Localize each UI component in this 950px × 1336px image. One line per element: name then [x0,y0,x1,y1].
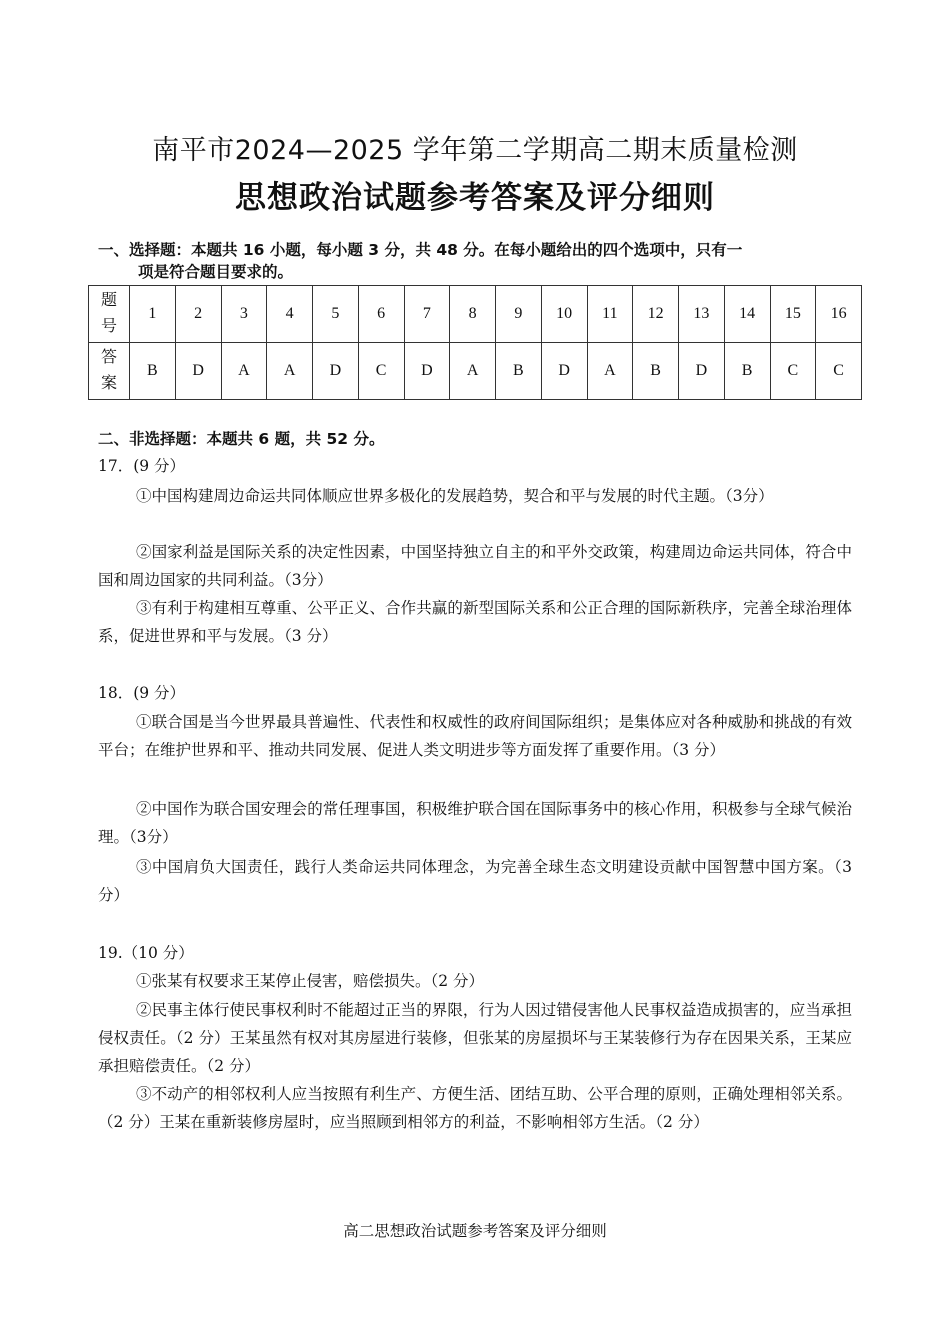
question-number-cell: 3 [221,286,267,343]
question-number-header [89,286,130,343]
question-number-header-text: 题号 [100,292,117,335]
question-number-cell: 2 [175,286,221,343]
answer-cell: D [679,343,725,400]
question-number-cell: 12 [633,286,679,343]
answer-row [89,343,862,400]
q17-point-3: ③有利于构建相互尊重、公平正义、合作共赢的新型国际关系和公正合理的国际新秩序，完善全球治理体系，促进世界和平与发展。（3 分） [98,599,852,645]
question-number-cell: 9 [496,286,542,343]
question-number-cell: 11 [587,286,633,343]
q18-point-1: ①联合国是当今世界最具普遍性、代表性和权威性的政府间国际组织；是集体应对各种威胁和挑战的有效平台；在维护世界和平、推动共同发展、促进人类文明进步等方面发挥了重要作用。（3 分） [98,713,852,759]
q18-label: 18．(9 分） [98,684,186,702]
answer-cell: B [130,343,176,400]
answer-cell: B [633,343,679,400]
question-number-row [89,286,862,343]
question-number-cell: 7 [404,286,450,343]
answer-cell: D [175,343,221,400]
answer-header-text: 答案 [100,349,117,392]
section1-heading-line2: 项是符合题目要求的。 [138,263,294,281]
q19-point-1: ①张某有权要求王某停止侵害，赔偿损失。（2 分） [136,972,485,990]
question-number-cell: 5 [313,286,359,343]
q19-point-2: ②民事主体行使民事权利时不能超过正当的界限，行为人因过错侵害他人民事权益造成损害的，应当承担侵权责任。（2 分）王某虽然有权对其房屋进行装修，但张某的房屋损坏与王某装修行为存在因果关系，王某应承担赔偿责任。（2 分） [98,1001,852,1075]
answer-cell: B [724,343,770,400]
question-number-cell: 14 [724,286,770,343]
section1-heading-line1: 一、选择题：本题共 16 小题，每小题 3 分，共 48 分。在每小题给出的四个选项中，只有一 [98,241,743,259]
answer-cell: B [496,343,542,400]
question-number-cell: 15 [770,286,816,343]
q19-label: 19.（10 分） [98,944,194,962]
question-number-cell: 8 [450,286,496,343]
page-footer: 高二思想政治试题参考答案及评分细则 [343,1222,607,1240]
q17-point-2: ②国家利益是国际关系的决定性因素，中国坚持独立自主的和平外交政策，构建周边命运共同体，符合中国和周边国家的共同利益。（3分） [98,543,852,589]
answer-cell: D [313,343,359,400]
section2-heading: 二、非选择题：本题共 6 题，共 52 分。 [98,430,385,448]
section1-heading [98,239,858,283]
answer-cell: D [541,343,587,400]
question-number-cell: 6 [358,286,404,343]
question-number-cell: 1 [130,286,176,343]
document-title: 南平市2024—2025 学年第二学期高二期末质量检测 [152,135,798,166]
q17-point-1: ①中国构建周边命运共同体顺应世界多极化的发展趋势，契合和平与发展的时代主题。（3分） [136,487,774,505]
answer-cell: C [770,343,816,400]
answer-table [88,285,862,400]
q17-label: 17．(9 分） [98,457,186,475]
answer-cell: A [221,343,267,400]
answer-header [89,343,130,400]
document-subtitle: 思想政治试题参考答案及评分细则 [235,180,715,216]
answer-cell: A [450,343,496,400]
answer-cell: D [404,343,450,400]
question-number-cell: 13 [679,286,725,343]
answer-cell: C [816,343,862,400]
q18-point-2: ②中国作为联合国安理会的常任理事国，积极维护联合国在国际事务中的核心作用，积极参与全球气候治理。（3分） [98,800,852,846]
question-number-cell: 10 [541,286,587,343]
answer-cell: C [358,343,404,400]
answer-cell: A [267,343,313,400]
question-number-cell: 16 [816,286,862,343]
answer-cell: A [587,343,633,400]
q18-point-3: ③中国肩负大国责任，践行人类命运共同体理念，为完善全球生态文明建设贡献中国智慧中国方案。（3 分） [98,858,852,904]
question-number-cell: 4 [267,286,313,343]
q19-point-3: ③不动产的相邻权利人应当按照有利生产、方便生活、团结互助、公平合理的原则，正确处理相邻关系。（2 分）王某在重新装修房屋时，应当照顾到相邻方的利益，不影响相邻方生活。（2 分） [98,1085,852,1131]
